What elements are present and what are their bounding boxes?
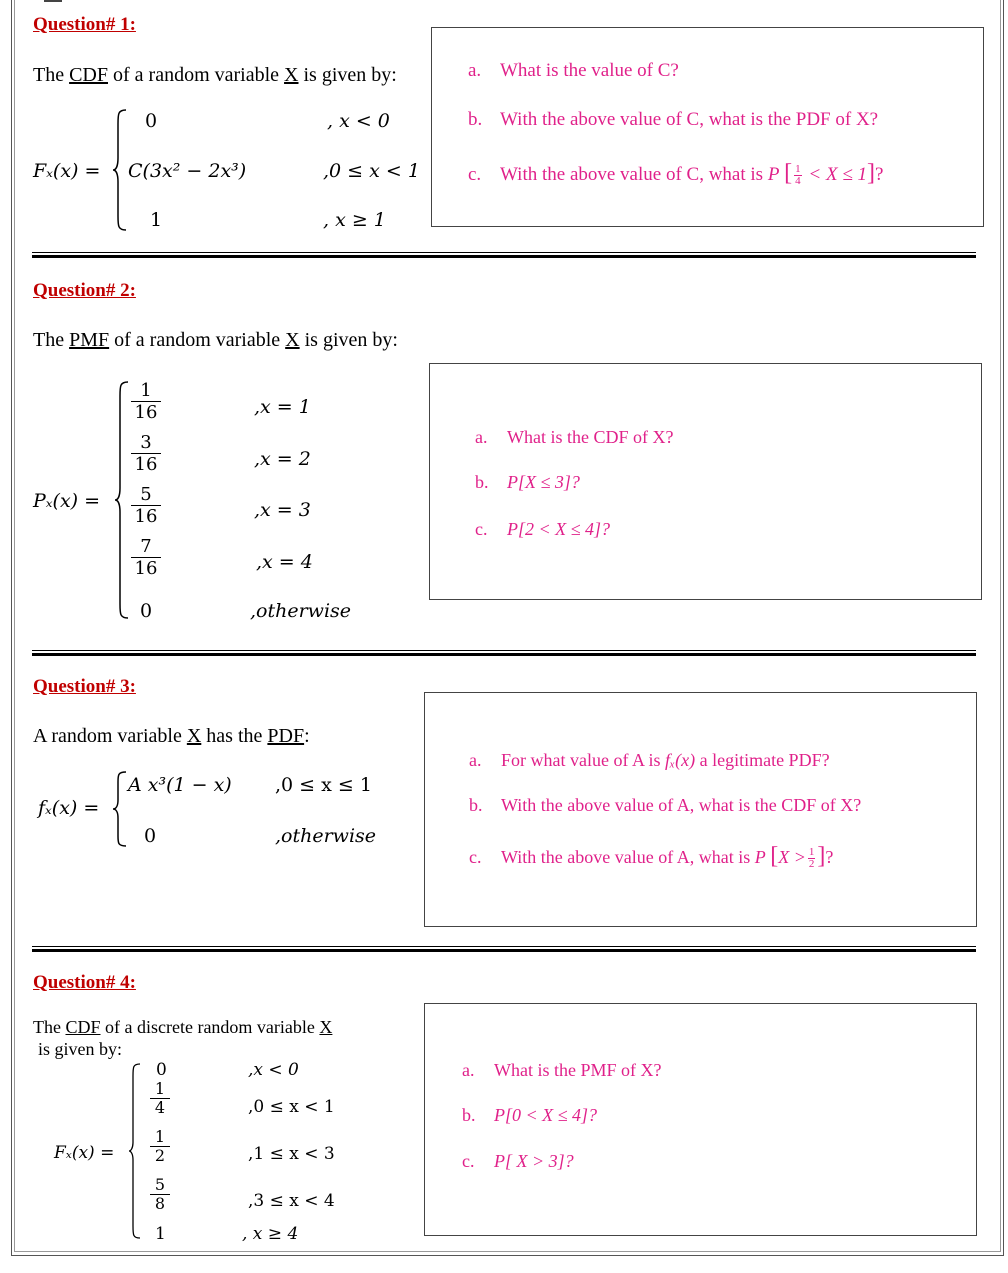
q4-intro-line2: is given by:: [38, 1039, 122, 1059]
q2-func-label: Pₓ(x) =: [33, 490, 101, 512]
q4-case-3-cond: ,3 ≤ x < 4: [248, 1191, 335, 1211]
q3-brace: [112, 770, 128, 848]
q1-case-1-cond: , x < 0: [327, 110, 390, 132]
q4-brace: [128, 1062, 142, 1240]
q2-case-4-fraction: 7 16: [131, 536, 161, 579]
q3-questions-box: [424, 692, 977, 927]
q3-case-2-cond: ,otherwise: [275, 825, 377, 847]
q4-last-cond: , x ≥ 4: [242, 1224, 299, 1244]
q4-first-cond: ,x < 0: [248, 1060, 299, 1080]
q1-case-3-cond: , x ≥ 1: [323, 209, 386, 231]
q2-question-c: c. P[2 < X ≤ 4]?: [475, 519, 611, 539]
q3-case-1-expr: A x³(1 − x): [128, 774, 232, 796]
q4-case-1-fraction: 1 4: [150, 1080, 170, 1117]
q3-question-b: b. With the above value of A, what is the CDF of X?: [469, 795, 862, 815]
q2-case-1-fraction: 1 16: [131, 380, 161, 423]
q2-question-a: a. What is the CDF of X?: [475, 427, 674, 447]
q1-question-b: b. With the above value of C, what is the PDF of X?: [468, 109, 879, 130]
q1-case-3-expr: 1: [150, 209, 163, 231]
q3-c-fraction: $\frac{1}{2}$: [808, 846, 815, 871]
q4-case-3-fraction: 5 8: [150, 1176, 170, 1213]
q4-questions-box: [424, 1003, 977, 1236]
q2-questions-box: [429, 363, 982, 600]
q4-last-value: 1: [155, 1224, 166, 1244]
q4-func-label: Fₓ(x) =: [54, 1143, 115, 1163]
q4-title: Question# 4:: [33, 972, 136, 993]
q1-brace: [112, 108, 128, 232]
q1-case-1-expr: 0: [145, 110, 158, 132]
q2-case-2-fraction: 3 16: [131, 432, 161, 475]
divider-1: [32, 252, 976, 258]
q2-intro: The PMF of a random variable X is given by:: [33, 329, 398, 351]
q4-case-1-cond: ,0 ≤ x < 1: [248, 1097, 335, 1117]
q3-question-c: c. With the above value of A, what is P [X > $\frac{1}{2}$ ]?: [469, 843, 834, 871]
q3-question-a: a. For what value of A is fₓ(x) a legitimate PDF?: [469, 750, 830, 770]
q4-question-b: b. P[0 < X ≤ 4]?: [462, 1105, 598, 1125]
q3-case-1-cond: ,0 ≤ x ≤ 1: [275, 774, 372, 796]
q2-otherwise-value: 0: [140, 600, 153, 622]
q2-case-1-cond: ,x = 1: [254, 396, 311, 418]
q4-first-value: 0: [156, 1060, 167, 1080]
q1-intro: The CDF of a random variable X is given by:: [33, 64, 397, 86]
q2-otherwise-cond: ,otherwise: [250, 600, 352, 622]
q1-title: Question# 1:: [33, 14, 136, 35]
divider-3: [32, 946, 976, 952]
q1-case-2-expr: C(3x² − 2x³): [128, 160, 247, 182]
q1-c-fraction: $\frac{1}{4}$: [795, 163, 801, 188]
q3-intro: A random variable X has the PDF:: [33, 725, 310, 747]
q1-func-label: Fₓ(x) =: [33, 160, 101, 182]
q1-question-a: a. What is the value of C?: [468, 60, 679, 81]
q1-questions-box: [431, 27, 984, 227]
q2-title: Question# 2:: [33, 280, 136, 301]
q2-case-3-cond: ,x = 3: [254, 499, 311, 521]
top-mark: [44, 0, 62, 2]
divider-2: [32, 650, 976, 656]
q1-case-2-cond: ,0 ≤ x < 1: [323, 160, 420, 182]
q3-title: Question# 3:: [33, 676, 136, 697]
q2-question-b: b. P[X ≤ 3]?: [475, 472, 580, 492]
q1-question-c: c. With the above value of C, what is P [ $\frac{1}{4}$ < X ≤ 1]?: [468, 160, 884, 188]
q2-case-3-fraction: 5 16: [131, 484, 161, 527]
q2-brace: [114, 380, 130, 620]
q4-question-c: c. P[ X > 3]?: [462, 1151, 574, 1171]
q2-case-4-cond: ,x = 4: [256, 551, 313, 573]
q4-case-2-fraction: 1 2: [150, 1128, 170, 1165]
q4-intro: The CDF of a discrete random variable X: [33, 1017, 333, 1037]
q4-question-a: a. What is the PMF of X?: [462, 1060, 662, 1080]
q3-case-2-expr: 0: [144, 825, 157, 847]
q4-case-2-cond: ,1 ≤ x < 3: [248, 1144, 335, 1164]
q3-func-label: fₓ(x) =: [38, 797, 100, 819]
q2-case-2-cond: ,x = 2: [254, 448, 311, 470]
